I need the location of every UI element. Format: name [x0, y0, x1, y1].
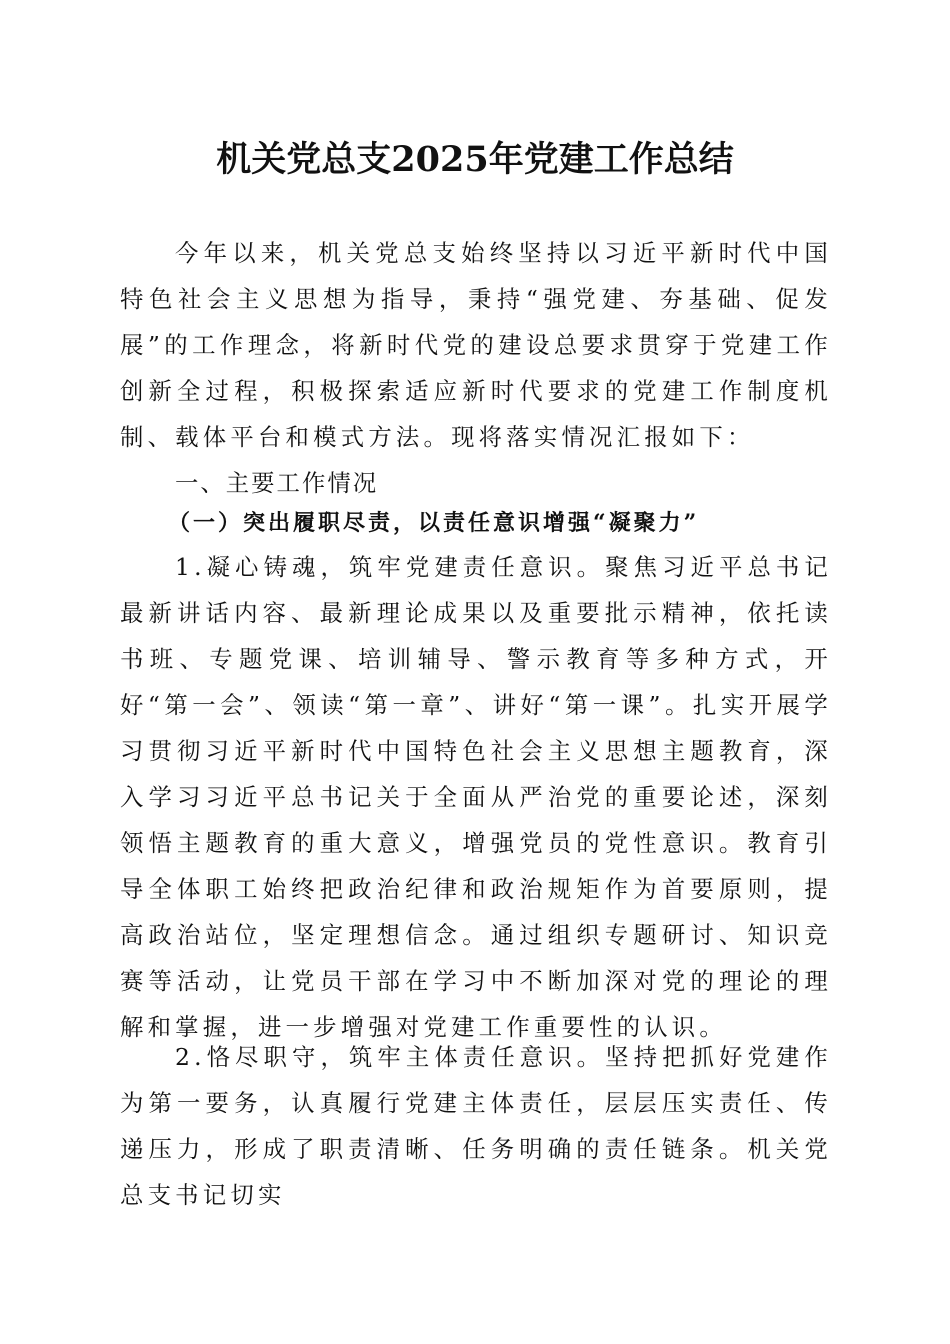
intro-paragraph: 今年以来，机关党总支始终坚持以习近平新时代中国特色社会主义思想为指导，秉持“强党建、夯基础、促发展”的工作理念，将新时代党的建设总要求贯穿于党建工作创新全过程，积极探索适应新时代要求的党建工作制度机制、载体平台和模式方法。现将落实情况汇报如下： — [120, 239, 832, 451]
section-heading-main-work: 一、主要工作情况 — [175, 469, 379, 497]
paragraph-item-1: 1.凝心铸魂，筑牢党建责任意识。聚焦习近平总书记最新讲话内容、最新理论成果以及重要批示精神，依托读书班、专题党课、培训辅导、警示教育等多种方式，开好“第一会”、领读“第一章”、讲好“第一课”。扎实开展学习贯彻习近平新时代中国特色社会主义思想主题教育，深入学习习近平总书记关于全面从严治党的重要论述，深刻领悟主题教育的重大意义，增强党员的党性意识。教育引导全体职工始终把政治纪律和政治规矩作为首要原则，提高政治站位，坚定理想信念。通过组织专题研讨、知识竞赛等活动，让党员干部在学习中不断加深对党的理论的理解和掌握，进一步增强对党建工作重要性的认识。 — [120, 553, 832, 1041]
subsection-heading-responsibility: （一）突出履职尽责，以责任意识增强“凝聚力” — [168, 510, 700, 536]
document-title: 机关党总支2025年党建工作总结 — [216, 139, 734, 180]
paragraph-item-2: 2.恪尽职守，筑牢主体责任意识。坚持把抓好党建作为第一要务，认真履行党建主体责任，层层压实责任、传递压力，形成了职责清晰、任务明确的责任链条。机关党总支书记切实 — [120, 1043, 832, 1209]
